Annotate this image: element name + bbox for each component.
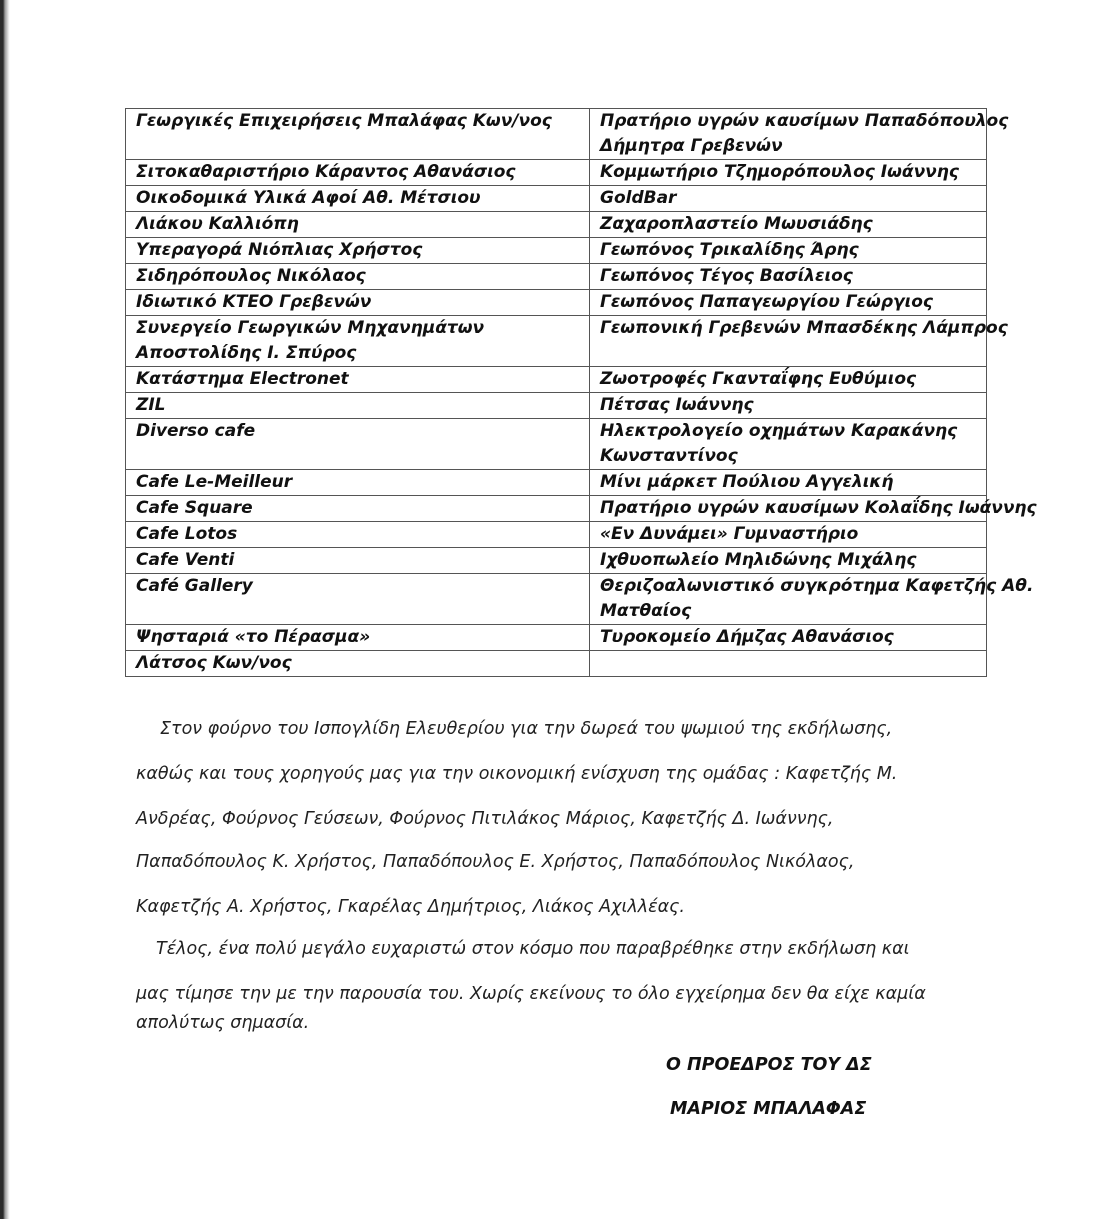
- sponsor-cell-right: [590, 548, 987, 574]
- table-row: [126, 109, 987, 160]
- signature-name: ΜΑΡΙΟΣ ΜΠΑΛΑΦΑΣ: [670, 1099, 867, 1119]
- sponsor-cell-right: [590, 109, 1009, 160]
- table-row: [126, 212, 987, 238]
- sponsor-name: Γεωπονική Γρεβενών Μπασδέκης Λάμπρος: [600, 318, 1008, 338]
- sponsor-name: Αποστολίδης Ι. Σπύρος: [136, 343, 357, 363]
- sponsor-cell-right: [590, 160, 987, 186]
- table-row: [126, 238, 987, 264]
- sponsor-cell-right: [590, 496, 1037, 522]
- thanks-line-4: Παπαδόπουλος Κ. Χρήστος, Παπαδόπουλος Ε. Χρήστος, Παπαδόπουλος Νικόλαος,: [136, 852, 855, 872]
- sponsor-name: Κομμωτήριο Τζημορόπουλος Ιωάννης: [600, 162, 959, 182]
- thanks-line-8: απολύτως σημασία.: [136, 1013, 310, 1033]
- sponsor-cell-left: [126, 160, 590, 186]
- table-row: [126, 651, 987, 677]
- sponsor-name: Γεωπόνος Τρικαλίδης Άρης: [600, 240, 859, 260]
- sponsor-cell-left: [126, 212, 590, 238]
- sponsor-name: Τυροκομείο Δήμζας Αθανάσιος: [600, 627, 894, 647]
- table-row: [126, 574, 987, 625]
- sponsor-cell-left: [126, 393, 590, 419]
- sponsor-name: Cafe Square: [136, 498, 253, 518]
- sponsor-name: Οικοδομικά Υλικά Αφοί Αθ. Μέτσιου: [136, 188, 481, 208]
- signature-title: Ο ΠΡΟΕΔΡΟΣ ΤΟΥ ΔΣ: [666, 1055, 872, 1075]
- sponsor-cell-right: [590, 419, 987, 470]
- table-row: [126, 419, 987, 470]
- sponsor-cell-left: [126, 186, 590, 212]
- sponsor-name: Cafe Le-Meilleur: [136, 472, 293, 492]
- sponsor-cell-right: [590, 238, 987, 264]
- sponsor-cell-right: [590, 186, 987, 212]
- sponsor-name: Cafe Venti: [136, 550, 235, 570]
- sponsor-cell-right: [590, 367, 987, 393]
- sponsor-cell-left: [126, 367, 590, 393]
- sponsor-cell-left: [126, 548, 590, 574]
- table-row: [126, 548, 987, 574]
- sponsor-cell-right: [590, 316, 1008, 367]
- thanks-line-6: Τέλος, ένα πολύ μεγάλο ευχαριστώ στον κόσμο που παραβρέθηκε στην εκδήλωση και: [156, 939, 910, 959]
- sponsor-name: Μίνι μάρκετ Πούλιου Αγγελική: [600, 472, 894, 492]
- table-row: [126, 522, 987, 548]
- sponsor-name: Λιάκου Καλλιόπη: [136, 214, 299, 234]
- sponsor-name: Ιδιωτικό ΚΤΕΟ Γρεβενών: [136, 292, 372, 312]
- sponsor-name: Ματθαίος: [600, 601, 692, 621]
- thanks-line-3: Ανδρέας, Φούρνος Γεύσεων, Φούρνος Πιτιλάκος Μάριος, Καφετζής Δ. Ιωάννης,: [136, 809, 834, 829]
- thanks-line-7: μας τίμησε την με την παρουσία του. Χωρίς εκείνους το όλο εγχείρημα δεν θα είχε καμία: [136, 984, 926, 1004]
- sponsor-name: GoldBar: [600, 188, 677, 208]
- sponsor-cell-right: [590, 522, 987, 548]
- sponsors-table: [125, 108, 1037, 677]
- sponsor-name: Ηλεκτρολογείο οχημάτων Καρακάνης: [600, 421, 958, 441]
- sponsor-cell-right: [590, 625, 987, 651]
- sponsor-cell-right: [590, 574, 1034, 625]
- sponsor-name: Συνεργείο Γεωργικών Μηχανημάτων: [136, 318, 485, 338]
- sponsor-name: Σιτοκαθαριστήριο Κάραντος Αθανάσιος: [136, 162, 516, 182]
- sponsor-cell-left: [126, 109, 590, 160]
- scan-edge-shadow: [0, 0, 10, 1219]
- table-row: [126, 316, 987, 367]
- sponsor-cell-right: [590, 393, 987, 419]
- sponsor-name: Γεωπόνος Τέγος Βασίλειος: [600, 266, 853, 286]
- sponsor-name: Θεριζοαλωνιστικό συγκρότημα Καφετζής Αθ.: [600, 576, 1034, 596]
- sponsor-cell-left: [126, 419, 590, 470]
- sponsor-name: Café Gallery: [136, 576, 253, 596]
- sponsor-name: Cafe Lotos: [136, 524, 238, 544]
- sponsor-cell-left: [126, 316, 590, 367]
- table-row: [126, 290, 987, 316]
- sponsor-name: Κωνσταντίνος: [600, 446, 738, 466]
- sponsor-cell-left: [126, 470, 590, 496]
- sponsor-name: «Εν Δυνάμει» Γυμναστήριο: [600, 524, 859, 544]
- table-row: [126, 186, 987, 212]
- sponsors-table-body: [126, 109, 1037, 677]
- table-row: [126, 264, 987, 290]
- sponsor-name: Σιδηρόπουλος Νικόλαος: [136, 266, 366, 286]
- sponsor-cell-right: [590, 470, 987, 496]
- table-row: [126, 393, 987, 419]
- sponsor-name: ZIL: [136, 395, 166, 415]
- thanks-line-1: Στον φούρνο του Ισπογλίδη Ελευθερίου για την δωρεά του ψωμιού της εκδήλωσης,: [160, 719, 893, 739]
- sponsor-name: Ψησταριά «το Πέρασμα»: [136, 627, 371, 647]
- table-row: [126, 496, 987, 522]
- sponsor-cell-right: [590, 651, 987, 677]
- sponsor-cell-left: [126, 651, 590, 677]
- sponsor-name: Λάτσος Κων/νος: [136, 653, 292, 673]
- sponsor-name: Πρατήριο υγρών καυσίμων Παπαδόπουλος: [600, 111, 1009, 131]
- sponsor-name: Ζωοτροφές Γκανταΐφης Ευθύμιος: [600, 369, 917, 389]
- sponsor-name: Κατάστημα Electronet: [136, 369, 349, 389]
- sponsor-name: Γεωπόνος Παπαγεωργίου Γεώργιος: [600, 292, 933, 312]
- sponsor-cell-left: [126, 574, 590, 625]
- sponsor-name: Diverso cafe: [136, 421, 256, 441]
- sponsor-name: Δήμητρα Γρεβενών: [600, 136, 783, 156]
- table-row: [126, 367, 987, 393]
- sponsor-cell-right: [590, 212, 987, 238]
- sponsor-cell-right: [590, 290, 987, 316]
- sponsor-cell-left: [126, 496, 590, 522]
- table-row: [126, 470, 987, 496]
- sponsor-cell-left: [126, 290, 590, 316]
- thanks-line-5: Καφετζής Α. Χρήστος, Γκαρέλας Δημήτριος, Λιάκος Αχιλλέας.: [136, 897, 685, 917]
- sponsor-name: Ιχθυοπωλείο Μηλιδώνης Μιχάλης: [600, 550, 917, 570]
- sponsor-name: Γεωργικές Επιχειρήσεις Μπαλάφας Κων/νος: [136, 111, 552, 131]
- sponsor-cell-right: [590, 264, 987, 290]
- sponsor-cell-left: [126, 522, 590, 548]
- sponsor-name: Πέτσας Ιωάννης: [600, 395, 754, 415]
- sponsor-name: Υπεραγορά Νιόπλιας Χρήστος: [136, 240, 423, 260]
- sponsor-name: Ζαχαροπλαστείο Μωυσιάδης: [600, 214, 873, 234]
- table-row: [126, 625, 987, 651]
- thanks-line-2: καθώς και τους χορηγούς μας για την οικονομική ενίσχυση της ομάδας : Καφετζής Μ.: [136, 764, 898, 784]
- sponsor-cell-left: [126, 625, 590, 651]
- sponsor-name: Πρατήριο υγρών καυσίμων Κολαΐδης Ιωάννης: [600, 498, 1037, 518]
- sponsor-cell-left: [126, 238, 590, 264]
- sponsor-cell-left: [126, 264, 590, 290]
- table-row: [126, 160, 987, 186]
